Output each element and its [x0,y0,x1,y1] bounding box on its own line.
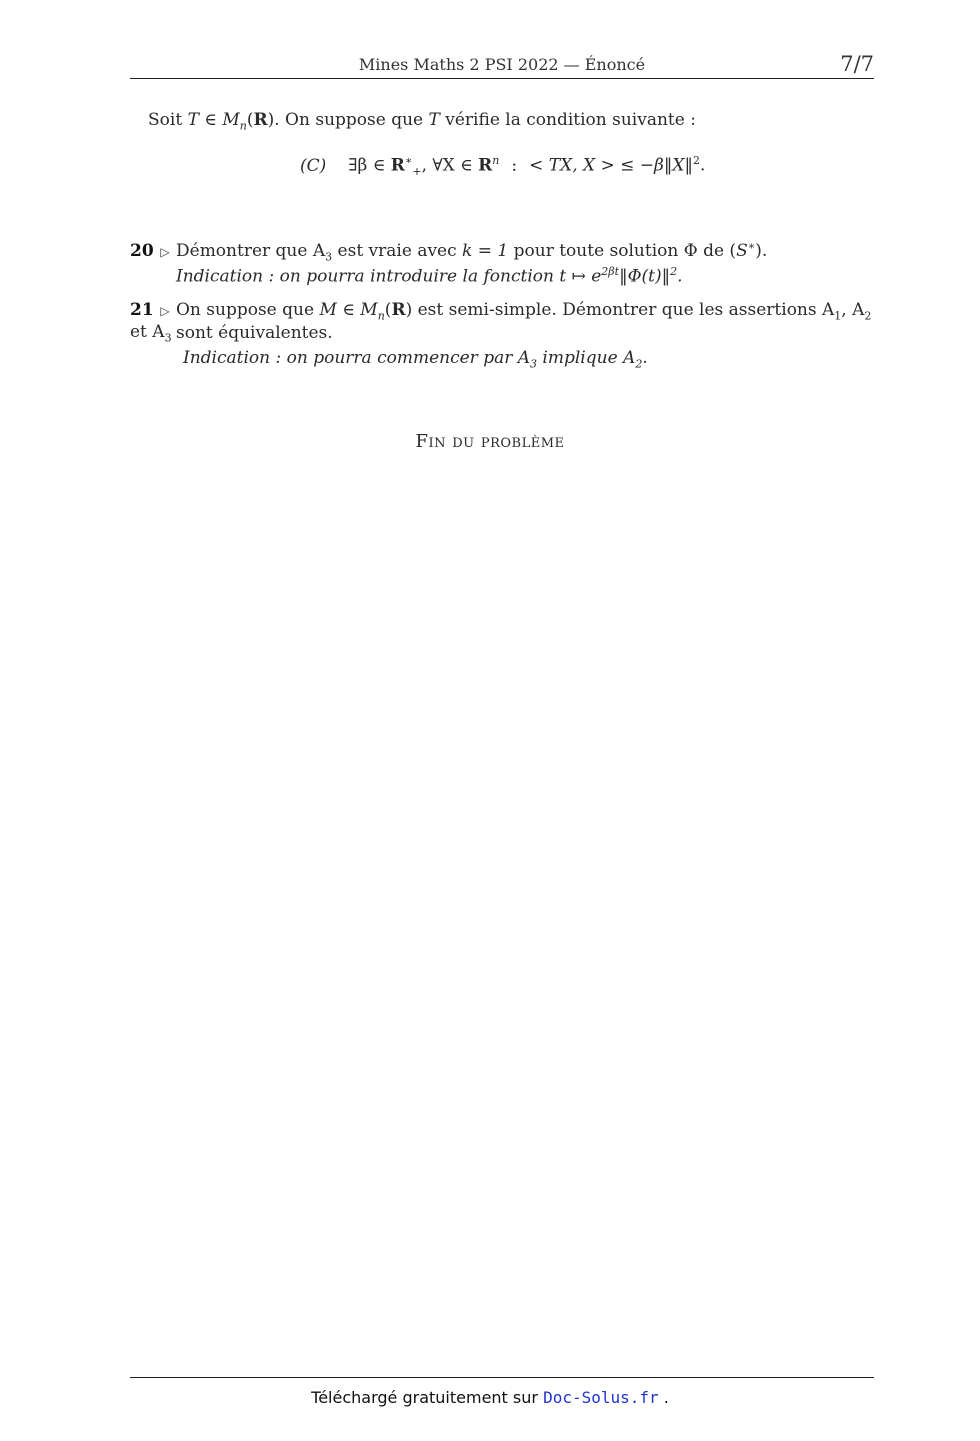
q20-sub: 3 [325,250,333,264]
q21-n: n [377,309,385,323]
q21-R: R [391,300,406,320]
q20-hint-b: t ↦ e [559,266,602,287]
question-hint [183,348,874,370]
condition-inequality: < TX, X > ≤ −β‖X‖ [529,155,693,176]
math-sup: ∗ [404,154,413,167]
q21-text-a: On suppose que [176,300,320,320]
q21-text-e: et A [130,322,165,343]
question-number: 20 [130,240,154,261]
q20-text-c: pour toute solution Φ de ( [508,240,737,261]
q21-sub3: 3 [164,331,172,345]
math-R2: R [478,155,493,176]
math-T2: T [428,110,440,130]
page-footer [0,1388,980,1407]
end-of-problem: Fin du problème [415,431,565,452]
question-line-2: sont équivalentes. [176,323,333,343]
q21-text-d: , A [841,300,865,320]
math-R: R [390,155,405,176]
question-number: 21 [130,300,154,320]
math-R: R [253,110,268,130]
triangle-marker-icon: ▷ [160,244,170,259]
q21-M2: M [360,300,378,320]
q21-hint-b: implique A [537,348,636,368]
condition-tag: (C) [300,155,327,176]
condition-colon: : [511,155,518,176]
q20-S-sup: ∗ [747,239,756,252]
q20-hint-c: ‖Φ(t)‖ [619,266,671,287]
triangle-marker-icon: ▷ [160,304,170,318]
q21-text-c: ) est semi-simple. Démontrer que les assertions A [405,300,835,320]
intro-text-2: ). On suppose que [267,110,429,130]
math-T: T [187,110,199,130]
condition-part2: , ∀X ∈ [421,155,479,176]
math-in: ∈ [198,110,223,130]
page-header [130,52,874,79]
q21-sub1: 1 [834,309,842,323]
question-hint [176,265,874,287]
q21-hint-sub1: 3 [530,357,538,371]
page-number: 7/7 [840,52,874,76]
q20-hint-a: Indication : on pourra introduire la fonction [176,266,560,287]
condition-part1: ∃β ∈ [348,155,391,176]
q20-text-b: est vraie avec [332,240,463,261]
q20-text-a: Démontrer que A [176,240,326,261]
intro-text: Soit [148,110,188,130]
question-20 [130,239,874,299]
q21-hint-c: . [642,348,648,368]
footer-text: Téléchargé gratuitement sur [311,1388,544,1407]
condition-end: . [699,155,706,176]
footer-divider [130,1377,874,1378]
q21-text-b: ∈ [336,300,361,320]
intro-text-3: vérifie la condition suivante : [439,110,696,130]
math-n: n [239,119,247,133]
doc-solus-link[interactable]: Doc-Solus.fr [543,1388,659,1407]
q20-text-d: ). [755,240,768,261]
q21-sub2: 2 [864,309,872,323]
condition-formula [300,154,705,178]
q21-hint-a: Indication : on pourra commencer par A [183,348,531,368]
q21-M: M [319,300,337,320]
q20-k: k = 1 [462,240,509,261]
header-title: Mines Maths 2 PSI 2022 — Énoncé [358,55,646,74]
math-exp: 2 [692,154,700,167]
q21-hint-sub2: 2 [635,357,643,371]
math-sub: + [412,165,422,179]
question-text [176,239,768,264]
question-text: On suppose que M ∈ $M_n(R)$ est semi-simple. Démontrer que les assertions $A_1$, $A_2$ et $A_3$ [130,300,872,345]
q20-S: S [736,240,748,261]
intro-sentence: Soit T ∈ $M_n(R)$. On suppose que T vérifie la condition suivante : [148,110,696,133]
q20-hint-sup: 2βt [601,265,620,278]
math-n: n [492,154,500,167]
footer-end: . [658,1388,669,1407]
question-21 [130,300,874,380]
math-M: M [222,110,240,130]
q20-hint-sup2: 2 [670,265,678,278]
q20-hint-d: . [677,266,683,287]
